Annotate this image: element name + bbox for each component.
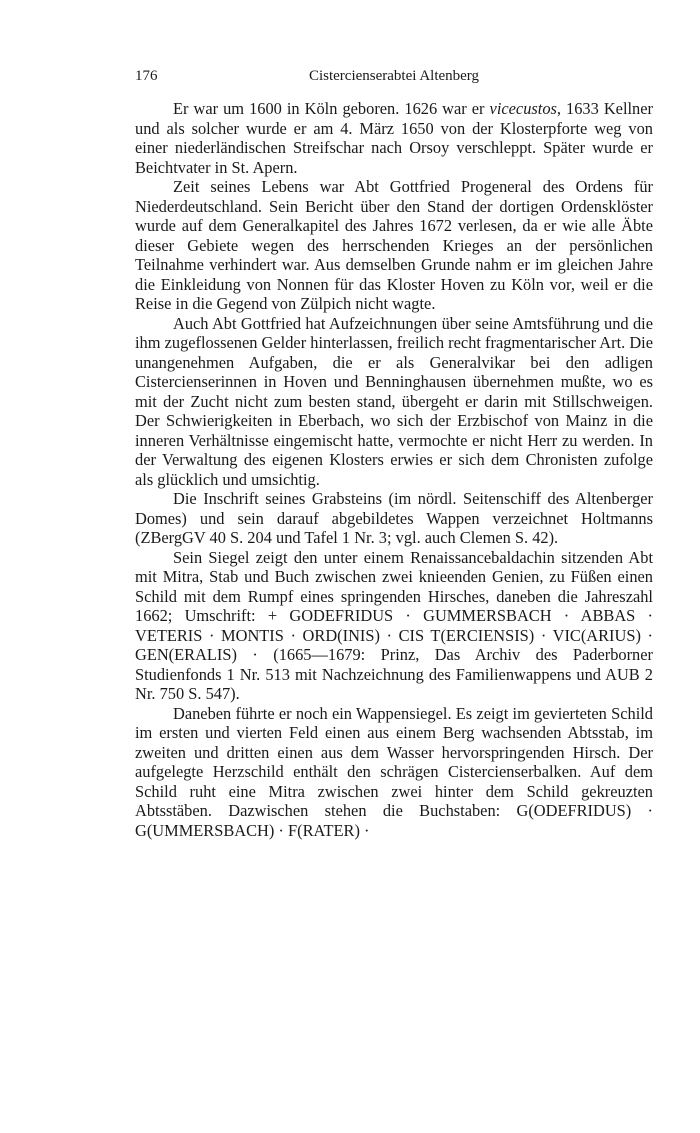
page-number: 176 — [135, 68, 158, 84]
paragraph-4: Die Inschrift seines Grabsteins (im nördl. Seitenschiff des Altenberger Domes) und sein darauf abgebildetes Wappen verzeichnet Holtmanns (ZBergGV 40 S. 204 und Tafel 1 Nr. 3; vgl. auch Clemen S. 42). — [135, 489, 653, 547]
paragraph-5: Sein Siegel zeigt den unter einem Renaissancebaldachin sitzenden Abt mit Mitra, Stab und Buch zwischen zwei knieenden Genien, zu Füßen einen Schild mit dem Rumpf eines springenden Hirsches, daneben die Jahreszahl 1662; Umschrift: + GODEFRIDUS · GUMMERSBACH · ABBAS · VETERIS · MONTIS · ORD(INIS) · CIS T(ERCIENSIS) · VIC(ARIUS) · GEN(ERALIS) · (1665—1679: Prinz, Das Archiv des Paderborner Studienfonds 1 Nr. 513 mit Nachzeichnung des Familienwappens und AUB 2 Nr. 750 S. 547). — [135, 547, 653, 703]
body-text — [135, 99, 653, 840]
paragraph-6: Daneben führte er noch ein Wappensiegel. Es zeigt im gevierteten Schild im ersten und vierten Feld einen aus einem Berg wachsenden Abtsstab, im zweiten und dritten einen aus dem Wasser hervorspringenden Hirsch. Der aufgelegte Herzschild enthält den schrägen Cistercienserbalken. Auf dem Schild ruht eine Mitra zwischen zwei hinter dem Schild gekreuzten Abtsstäben. Dazwischen stehen die Buchstaben: G(ODEFRIDUS) · G(UMMERSBACH) · F(RATER) · — [135, 703, 653, 840]
paragraph-2: Zeit seines Lebens war Abt Gottfried Progeneral des Ordens für Niederdeutschland. Sein Bericht über den Stand der dortigen Ordensklöster wurde auf dem Generalkapitel des Jahres 1672 verlesen, da er wie alle Äbte dieser Gebiete wegen des herrschenden Krieges an der persönlichen Teilnahme verhindert war. Aus demselben Grunde nahm er im gleichen Jahre die Einkleidung von Nonnen für das Kloster Hoven zu Köln vor, weil er die Reise in die Gegend von Zülpich nicht wagte. — [135, 177, 653, 313]
paragraph-1-text-start: Er war um 1600 in Köln geboren. 1626 war er — [173, 99, 490, 118]
paragraph-3: Auch Abt Gottfried hat Aufzeichnungen über seine Amtsführung und die ihm zugeflossenen Gelder hinterlassen, freilich recht fragmentarischer Art. Die unangenehmen Aufgaben, die er als Generalvikar bei den adligen Cistercienserinnen in Hoven und Benninghausen übernehmen mußte, wo es mit der Zucht nicht zum besten stand, übergeht er darin mit Stillschweigen. Der Schwierigkeiten in Eberbach, wo sich der Erzbischof von Mainz in die inneren Verhältnisse eingemischt hatte, vermochte er nicht Herr zu werden. In der Verwaltung des eigenen Klosters erwies er sich dem Chronisten zufolge als glücklich und umsichtig. — [135, 313, 653, 489]
paragraph-1-text-end: , 1633 Kellner und als solcher wurde er am 4. März 1650 von der Klosterpforte weg von einer niederländischen Streifschar nach Orsoy verschleppt. Später wurde er Beichtvater in St. Apern. — [135, 99, 653, 177]
italic-term: vicecustos — [489, 99, 557, 118]
paragraph-1 — [135, 99, 653, 177]
running-title: Cistercienserabtei Altenberg — [308, 68, 480, 84]
page-header — [135, 68, 653, 90]
